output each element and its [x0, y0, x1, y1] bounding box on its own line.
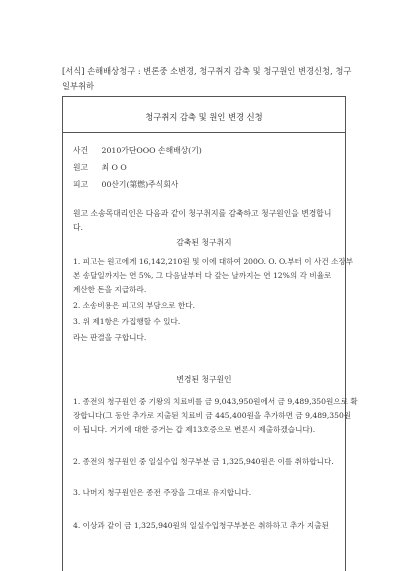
changed-cause-title: 변경된 청구원인 — [176, 375, 232, 384]
party-value: 00산기(第燃)주식회사 — [101, 180, 179, 189]
page-header: [서식] 손해배상청구 : 변론중 소변경, 청구취지 감축 및 청구원인 변경신청, 청구 일부취하 — [62, 66, 352, 91]
claim-line: 1. 피고는 원고에게 16,142,210원 및 이에 대하여 200O. O. O.부터 이 사건 소장부 — [73, 257, 354, 266]
cause-line: 3. 나머지 청구원인은 종전 주장을 그대로 유지합니다. — [73, 488, 252, 497]
cause-line: 장합니다(그 동안 추가로 지출된 치료비 금 445,400원을 추가하면 금 9,489,350원 — [73, 411, 352, 420]
party-value: 최 O O — [101, 163, 127, 172]
claim-line: 계산한 돈을 지급하라. — [73, 285, 147, 294]
intro-paragraph: 원고 소송목대리인은 다음과 같이 청구취지를 감축하고 청구원인을 변경합니다. — [73, 209, 332, 232]
reduced-claim-title: 감축된 청구취지 — [176, 238, 232, 247]
cause-line: 이 됩니다. 거기에 대한 증거는 갑 제13호증으로 변론시 제출하겠습니다). — [73, 425, 316, 434]
claim-line: 3. 위 제1항은 가집행할 수 있다. — [73, 317, 181, 326]
cause-line: 4. 이상과 같이 금 1,325,940원의 일실수입청구부분은 취하하고 추가 지출된 — [73, 521, 329, 530]
party-label: 원고 — [73, 163, 89, 172]
title-divider — [63, 132, 345, 133]
party-label: 피고 — [73, 180, 89, 189]
claim-line: 본 송달일까지는 연 5%, 그 다음날부터 다 갚는 날까지는 연 12%의 각 비율로 — [73, 271, 332, 280]
party-row-plaintiff — [73, 162, 127, 173]
party-value: 2010가단OOO 손해배상(기) — [101, 146, 202, 155]
party-row-case — [73, 145, 202, 156]
claim-line: 2. 소송비용은 피고의 부담으로 한다. — [73, 301, 196, 310]
document-box — [62, 96, 358, 571]
claim-line: 라는 판결을 구합니다. — [73, 333, 147, 342]
cause-line: 2. 종전의 청구원인 중 일실수입 청구부분 금 1,325,940원은 이를 취하합니다. — [73, 457, 334, 466]
party-row-defendant — [73, 179, 178, 190]
party-label: 사건 — [73, 146, 89, 155]
cause-line: 1. 종전의 청구원인 중 기왕의 치료비를 금 9,043,950원에서 금 9,489,350원으로 확 — [73, 397, 358, 406]
document-title: 청구취지 감축 및 원인 변경 신청 — [145, 112, 263, 122]
